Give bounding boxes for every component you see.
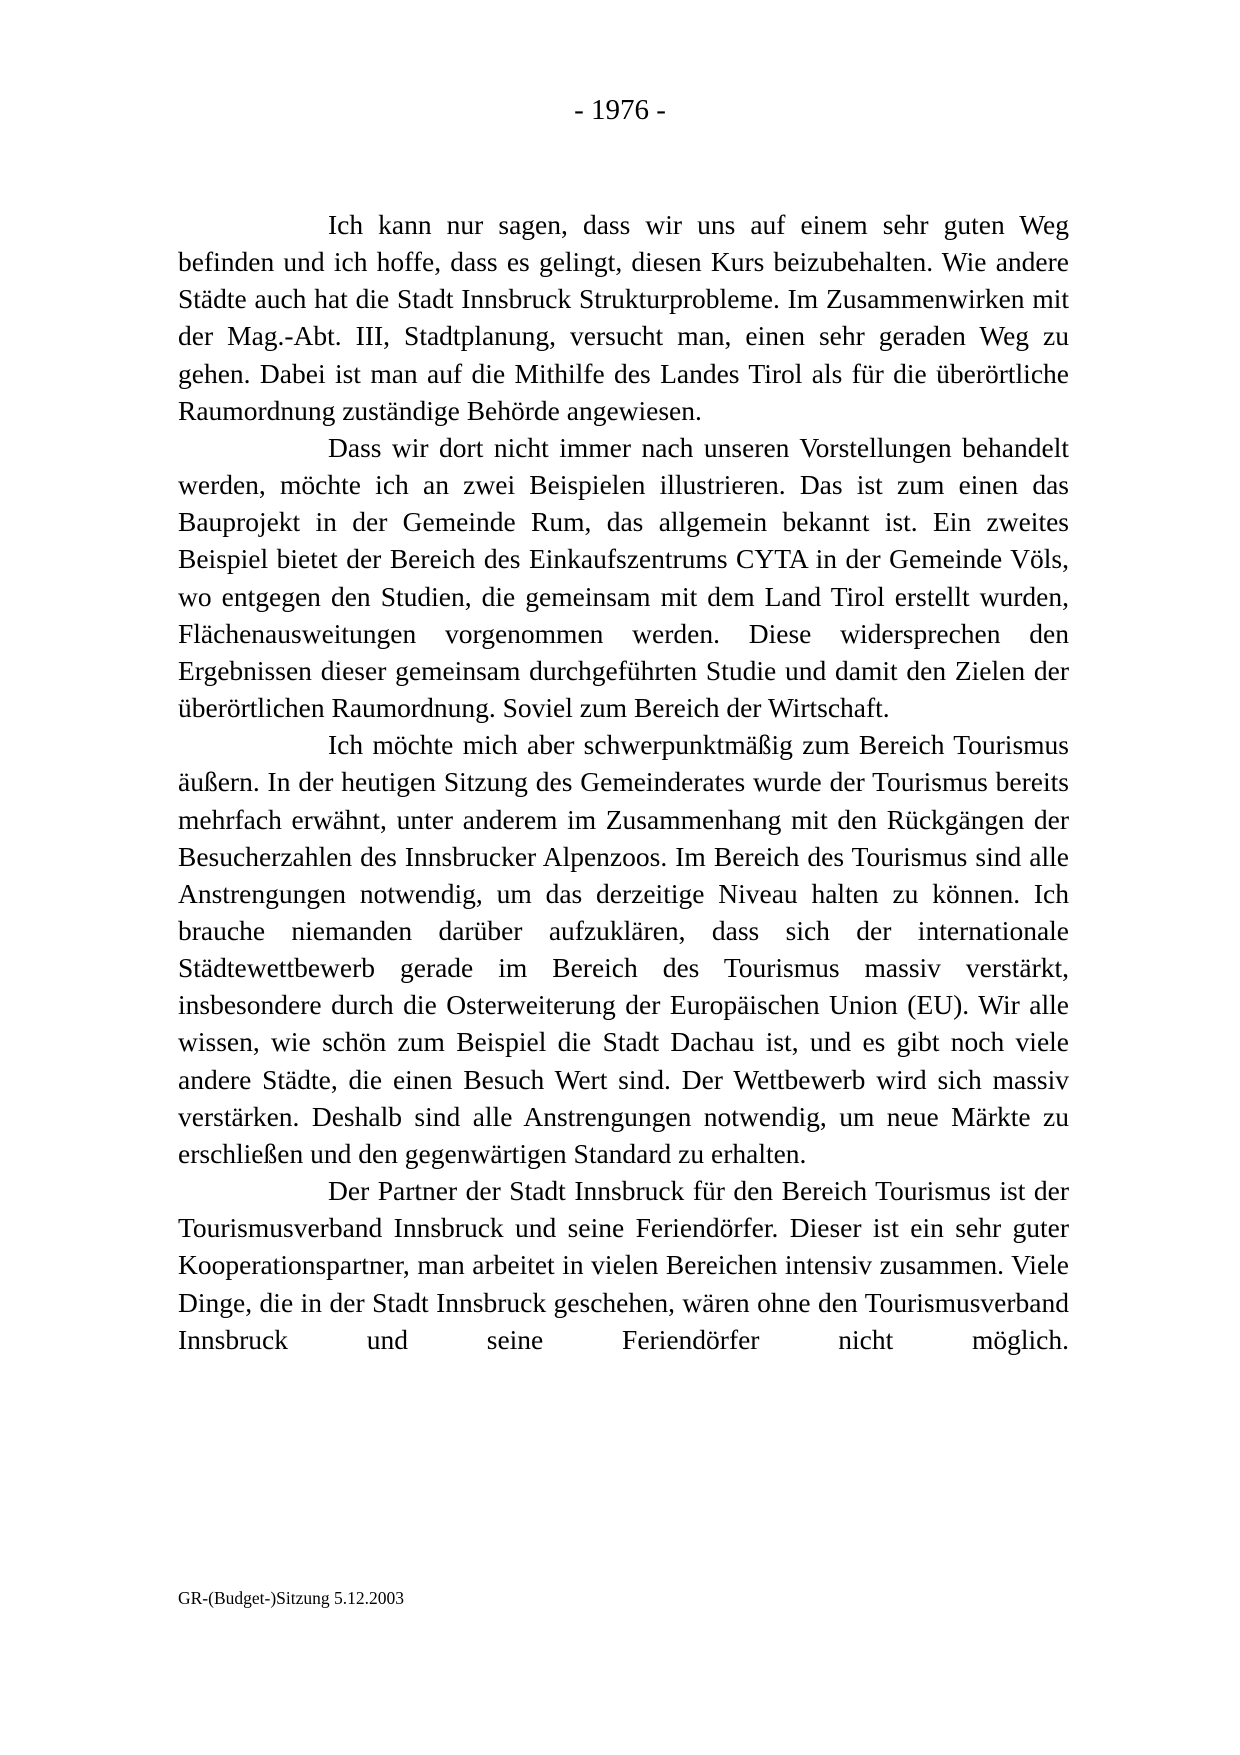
- page-number: - 1976 -: [574, 94, 666, 126]
- paragraph-1: Ich kann nur sagen, dass wir uns auf einem sehr guten Weg befinden und ich hoffe, dass es gelingt, diesen Kurs beizubehalten. Wie andere Städte auch hat die Stadt Innsbruck Strukturprobleme. Im Zusammenwirken mit der Mag.-Abt. III, Stadtplanung, versucht man, einen sehr geraden Weg zu gehen. Dabei ist man auf die Mithilfe des Landes Tirol als für die überörtliche Raumordnung zuständige Behörde angewiesen.: [178, 209, 1069, 426]
- paragraph-3: Ich möchte mich aber schwerpunktmäßig zum Bereich Tourismus äußern. In der heutigen Sitzung des Gemeinderates wurde der Tourismus bereits mehrfach erwähnt, unter anderem im Zusammenhang mit den Rückgängen der Besucherzahlen des Innsbrucker Alpenzoos. Im Bereich des Tourismus sind alle Anstrengungen notwendig, um das derzeitige Niveau halten zu können. Ich brauche niemanden darüber aufzuklären, dass sich der internationale Städtewettbewerb gerade im Bereich des Tourismus massiv verstärkt, insbesondere durch die Osterweiterung der Europäischen Union (EU). Wir alle wissen, wie schön zum Beispiel die Stadt Dachau ist, und es gibt noch viele andere Städte, die einen Besuch Wert sind. Der Wettbewerb wird sich massiv verstärken. Deshalb sind alle Anstrengungen notwendig, um neue Märkte zu erschließen und den gegenwärtigen Standard zu erhalten.: [178, 729, 1069, 1169]
- body-text: [178, 206, 1069, 1358]
- paragraph-2: Dass wir dort nicht immer nach unseren Vorstellungen behandelt werden, möchte ich an zwei Beispielen illustrieren. Das ist zum einen das Bauprojekt in der Gemeinde Rum, das allgemein bekannt ist. Ein zweites Beispiel bietet der Bereich des Einkaufszentrums CYTA in der Gemeinde Völs, wo entgegen den Studien, die gemeinsam mit dem Land Tirol erstellt wurden, Flächenausweitungen vorgenommen werden. Diese widersprechen den Ergebnissen dieser gemeinsam durchgeführten Studie und damit den Zielen der überörtlichen Raumordnung. Soviel zum Bereich der Wirtschaft.: [178, 431, 1069, 724]
- paragraph-4: Der Partner der Stadt Innsbruck für den Bereich Tourismus ist der Tourismusverband Innsbruck und seine Feriendörfer. Dieser ist ein sehr guter Kooperationspartner, man arbeitet in vielen Bereichen intensiv zusammen. Viele Dinge, die in der Stadt Innsbruck geschehen, wären ohne den Tourismusverband Innsbruck und seine Feriendörfer nicht möglich.: [178, 1175, 1069, 1355]
- footer-session-label: GR-(Budget-)Sitzung 5.12.2003: [178, 1588, 405, 1608]
